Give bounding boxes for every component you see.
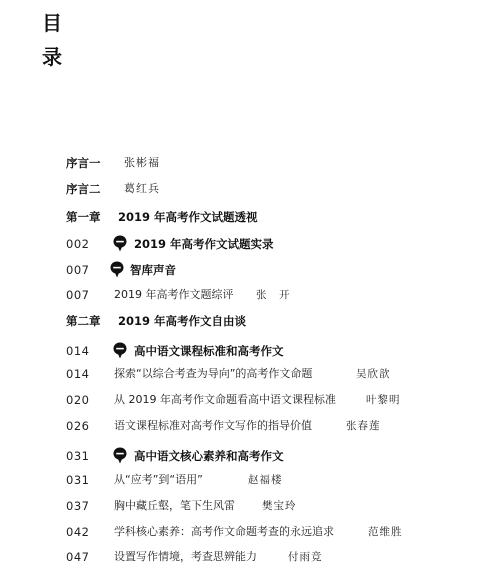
entry-author: 吴欣歆 (356, 368, 391, 380)
section-title: 高中语文课程标准和高考作文 (134, 344, 284, 358)
page-number: 042 (66, 525, 90, 539)
entry-author: 赵福楼 (248, 474, 283, 486)
entry-title: 设置写作情境，考查思辨能力 (114, 550, 257, 563)
toc-row-section[interactable] (0, 259, 500, 281)
page-number: 037 (66, 499, 90, 513)
chapter-title: 2019 年高考作文自由谈 (118, 314, 247, 328)
page-number: 047 (66, 550, 90, 564)
map-pin-icon (113, 235, 127, 252)
page-number: 026 (66, 419, 90, 433)
page-number: 031 (66, 449, 90, 463)
chapter-label: 第二章 (66, 314, 101, 328)
map-pin-icon (113, 447, 127, 464)
entry-author: 范维胜 (368, 526, 403, 538)
entry-author: 张 开 (256, 289, 291, 301)
page-number: 031 (66, 473, 90, 487)
section-title: 高中语文核心素养和高考作文 (134, 449, 284, 463)
chapter-label: 第一章 (66, 210, 101, 224)
toc-row-section[interactable] (0, 233, 500, 255)
preface-label: 序言二 (66, 182, 101, 196)
entry-title: 学科核心素养：高考作文命题考查的永远追求 (114, 525, 334, 538)
entry-title: 探索“以综合考查为导向”的高考作文命题 (114, 367, 313, 380)
entry-title: 语文课程标准对高考作文写作的指导价值 (114, 419, 312, 432)
page-number: 014 (66, 344, 90, 358)
toc-row-section[interactable] (0, 445, 500, 467)
toc-row-chapter-1[interactable] (0, 206, 500, 228)
toc-row-entry[interactable] (0, 389, 500, 411)
preface-author: 葛红兵 (124, 182, 160, 195)
entry-title: 胸中藏丘壑，笔下生风雷 (114, 499, 235, 512)
map-pin-icon (113, 342, 127, 359)
toc-heading-char-1: 目 (42, 11, 62, 35)
page-number: 020 (66, 393, 90, 407)
toc-row-entry[interactable] (0, 415, 500, 437)
entry-title: 从“应考”到“语用” (114, 473, 203, 486)
preface-label: 序言一 (66, 156, 101, 170)
toc-row-chapter-2[interactable] (0, 310, 500, 332)
toc-row-entry[interactable] (0, 469, 500, 491)
entry-author: 叶黎明 (366, 394, 401, 406)
toc-row-entry[interactable] (0, 284, 500, 306)
toc-row-preface-1[interactable] (0, 152, 500, 174)
toc-row-preface-2[interactable] (0, 178, 500, 200)
page-number: 002 (66, 237, 90, 251)
map-pin-icon (110, 261, 124, 278)
entry-author: 张春莲 (346, 420, 381, 432)
entry-author: 付雨竞 (288, 551, 323, 563)
entry-title: 从 2019 年高考作文命题看高中语文课程标准 (114, 393, 336, 406)
section-title: 智库声音 (130, 263, 176, 277)
toc-row-entry[interactable] (0, 521, 500, 543)
page-number: 007 (66, 288, 90, 302)
entry-author: 樊宝玲 (262, 500, 297, 512)
entry-title: 2019 年高考作文题综评 (114, 288, 234, 301)
preface-author: 张彬福 (124, 156, 160, 169)
toc-row-entry[interactable] (0, 546, 500, 568)
page-number: 007 (66, 263, 90, 277)
chapter-title: 2019 年高考作文试题透视 (118, 210, 258, 224)
toc-row-entry[interactable] (0, 363, 500, 385)
page-number: 014 (66, 367, 90, 381)
toc-row-section[interactable] (0, 340, 500, 362)
toc-heading-char-2: 录 (42, 45, 62, 69)
section-title: 2019 年高考作文试题实录 (134, 237, 274, 251)
toc-row-entry[interactable] (0, 495, 500, 517)
